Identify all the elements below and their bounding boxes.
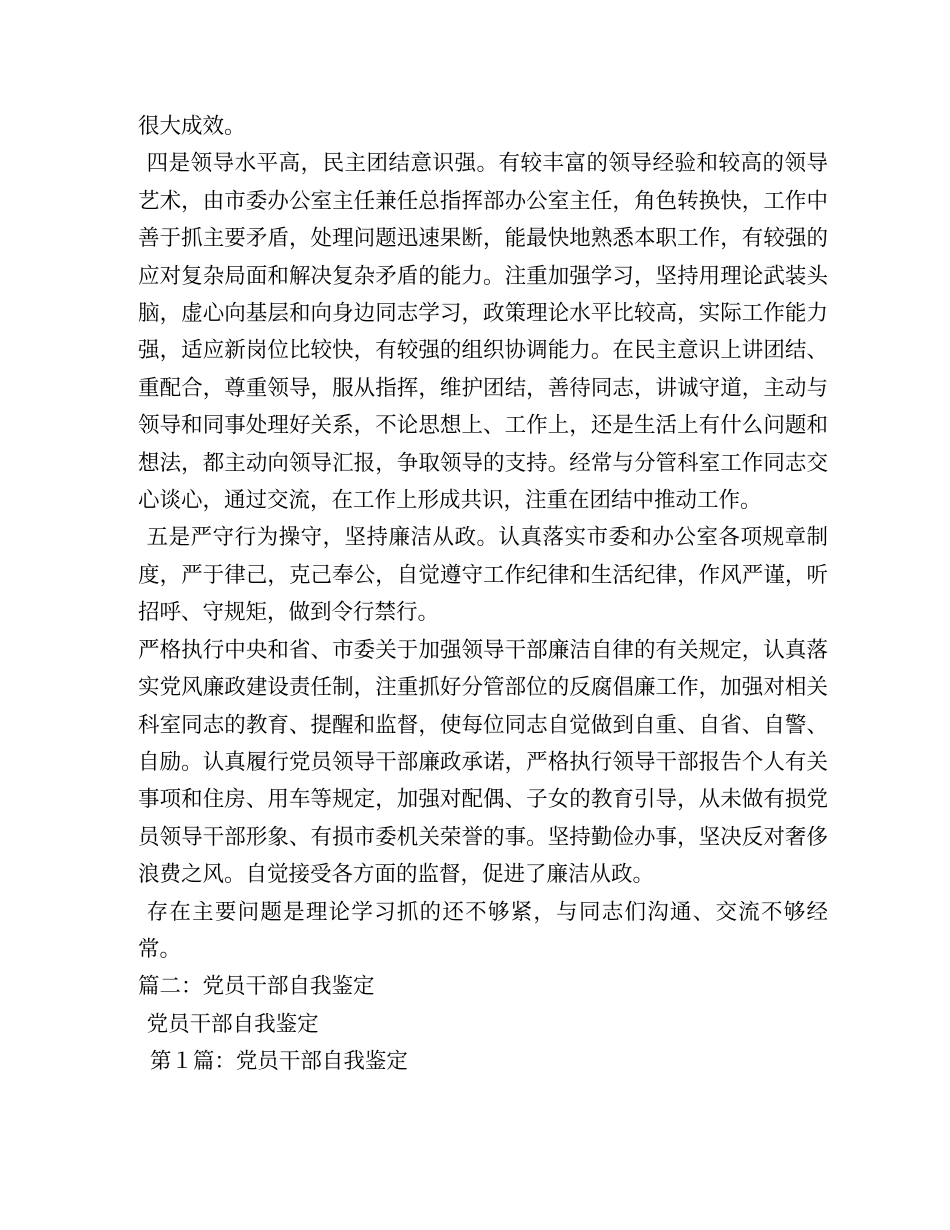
document-body — [138, 108, 828, 1081]
document-subtitle: 党员干部自我鉴定 — [146, 1011, 319, 1037]
paragraph-problems: 存在主要问题是理论学习抓的还不够紧，与同志们沟通、交流不够经常。 — [138, 899, 828, 962]
section-heading: 篇二：党员干部自我鉴定 — [138, 974, 375, 1000]
paragraph-self-discipline: 严格执行中央和省、市委关于加强领导干部廉洁自律的有关规定，认真落实党风廉政建设责任制，注重抓好分管部位的反腐倡廉工作，加强对相关科室同志的教育、提醒和监督，使每位同志自觉做到自重、自省、自警、自励。认真履行党员领导干部廉政承诺，严格执行领导干部报告个人有关事项和住房、用车等规定，加强对配偶、子女的教育引导，从未做有损党员领导干部形象、有损市委机关荣誉的事。坚持勤俭办事，坚决反对奢侈浪费之风。自觉接受各方面的监督，促进了廉洁从政。 — [138, 637, 828, 888]
paragraph-conclusion: 很大成效。 — [138, 114, 246, 139]
sub-heading: 第１篇：党员干部自我鉴定 — [149, 1049, 408, 1075]
paragraph-leadership: 四是领导水平高，民主团结意识强。有较丰富的领导经验和较高的领导艺术，由市委办公室主任兼任总指挥部办公室主任，角色转换快，工作中善于抓主要矛盾，处理问题迅速果断，能最快地熟悉本职工作，有较强的应对复杂局面和解决复杂矛盾的能力。注重加强学习，坚持用理论武装头脑，虚心向基层和向身边同志学习，政策理论水平比较高，实际工作能力强，适应新岗位比较快，有较强的组织协调能力。在民主意识上讲团结、重配合，尊重领导，服从指挥，维护团结，善待同志，讲诚守道，主动与领导和同事处理好关系，不论思想上、工作上，还是生活上有什么问题和想法，都主动向领导汇报，争取领导的支持。经常与分管科室工作同志交心谈心，通过交流，在工作上形成共识，注重在团结中推动工作。 — [138, 151, 828, 514]
paragraph-integrity: 五是严守行为操守，坚持廉洁从政。认真落实市委和办公室各项规章制度，严于律己，克己奉公，自觉遵守工作纪律和生活纪律，作风严谨，听招呼、守规矩，做到令行禁行。 — [138, 525, 828, 626]
